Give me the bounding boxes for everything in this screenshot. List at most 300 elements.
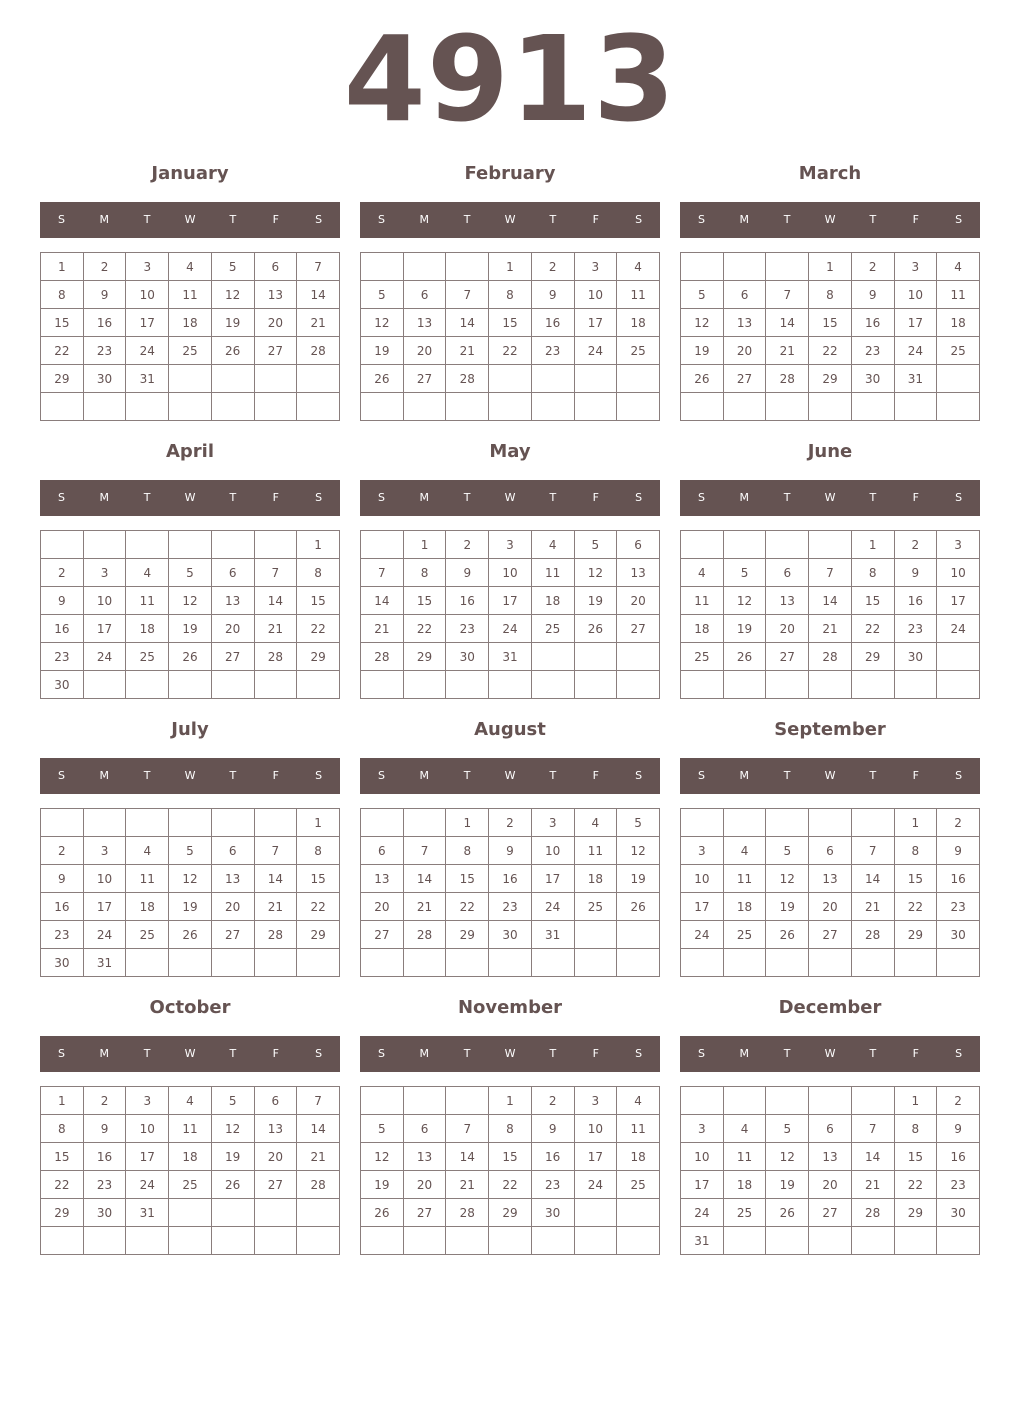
day-cell: 24 xyxy=(126,1171,169,1199)
day-cell: 25 xyxy=(681,643,724,671)
week-row xyxy=(681,559,980,587)
weekday-label: T xyxy=(783,491,791,504)
day-cell: 26 xyxy=(574,615,617,643)
day-cell xyxy=(937,643,980,671)
day-cell: 8 xyxy=(297,559,340,587)
day-cell xyxy=(617,393,660,421)
week-row xyxy=(681,531,980,559)
day-cell: 6 xyxy=(617,531,660,559)
day-cell: 8 xyxy=(446,837,489,865)
day-cell: 22 xyxy=(297,893,340,921)
day-cell xyxy=(766,1227,809,1255)
day-cell xyxy=(297,365,340,393)
week-row xyxy=(361,365,660,393)
day-cell: 22 xyxy=(297,615,340,643)
day-cell: 13 xyxy=(254,1115,297,1143)
weekday-label: T xyxy=(869,213,877,226)
day-grid xyxy=(680,808,980,977)
week-row xyxy=(361,865,660,893)
day-cell xyxy=(937,1227,980,1255)
day-cell: 30 xyxy=(83,1199,126,1227)
weekday-label: T xyxy=(229,213,237,226)
week-row xyxy=(361,337,660,365)
day-cell: 2 xyxy=(41,559,84,587)
week-row xyxy=(361,1087,660,1115)
day-cell: 5 xyxy=(169,837,212,865)
day-cell: 18 xyxy=(126,893,169,921)
day-cell: 6 xyxy=(254,253,297,281)
day-cell: 6 xyxy=(254,1087,297,1115)
day-cell: 19 xyxy=(169,615,212,643)
day-cell: 30 xyxy=(851,365,894,393)
day-cell: 25 xyxy=(723,1199,766,1227)
weekday-label: T xyxy=(869,769,877,782)
month-name: July xyxy=(171,719,209,740)
day-cell: 23 xyxy=(851,337,894,365)
weekday-label: F xyxy=(592,491,599,504)
month-name: February xyxy=(464,163,556,184)
day-cell xyxy=(617,949,660,977)
weekday-label: T xyxy=(143,213,151,226)
weekday-header xyxy=(40,1036,340,1072)
day-cell xyxy=(297,1199,340,1227)
day-cell xyxy=(254,1227,297,1255)
day-cell: 13 xyxy=(809,1143,852,1171)
day-cell: 28 xyxy=(446,365,489,393)
day-cell: 7 xyxy=(809,559,852,587)
day-cell: 1 xyxy=(851,531,894,559)
day-cell: 4 xyxy=(723,1115,766,1143)
weekday-label: M xyxy=(419,1047,430,1060)
day-cell xyxy=(809,949,852,977)
week-row xyxy=(41,1087,340,1115)
day-cell: 14 xyxy=(254,587,297,615)
day-cell: 27 xyxy=(617,615,660,643)
day-cell: 13 xyxy=(723,309,766,337)
day-cell: 4 xyxy=(126,559,169,587)
day-cell: 15 xyxy=(489,309,532,337)
day-cell: 25 xyxy=(617,1171,660,1199)
weekday-label: S xyxy=(955,1047,963,1060)
weekday-label: T xyxy=(549,213,557,226)
day-cell: 21 xyxy=(851,893,894,921)
day-cell: 6 xyxy=(723,281,766,309)
day-cell: 21 xyxy=(254,615,297,643)
day-cell: 3 xyxy=(894,253,937,281)
day-cell: 10 xyxy=(126,1115,169,1143)
day-cell xyxy=(531,365,574,393)
day-cell xyxy=(617,1199,660,1227)
day-cell: 18 xyxy=(723,893,766,921)
day-cell xyxy=(681,393,724,421)
day-cell: 7 xyxy=(297,253,340,281)
day-cell: 25 xyxy=(169,1171,212,1199)
day-cell: 31 xyxy=(126,365,169,393)
day-cell: 8 xyxy=(894,1115,937,1143)
weekday-label: S xyxy=(635,769,643,782)
day-cell: 25 xyxy=(574,893,617,921)
day-cell: 11 xyxy=(574,837,617,865)
weekday-label: S xyxy=(377,1047,385,1060)
month-name: October xyxy=(149,997,231,1018)
weekday-label: T xyxy=(229,769,237,782)
day-cell: 17 xyxy=(126,1143,169,1171)
weekday-label: M xyxy=(419,213,430,226)
day-cell: 28 xyxy=(403,921,446,949)
day-cell: 4 xyxy=(169,253,212,281)
day-cell: 28 xyxy=(851,921,894,949)
day-cell: 19 xyxy=(211,309,254,337)
weekday-header xyxy=(40,758,340,794)
day-cell: 13 xyxy=(403,1143,446,1171)
day-cell xyxy=(809,531,852,559)
month-name: May xyxy=(489,441,531,462)
day-cell: 20 xyxy=(766,615,809,643)
weekday-header xyxy=(680,758,980,794)
day-cell xyxy=(403,393,446,421)
weekday-label: S xyxy=(315,213,323,226)
day-cell: 13 xyxy=(211,865,254,893)
week-row xyxy=(681,393,980,421)
day-cell: 27 xyxy=(254,337,297,365)
month-name: March xyxy=(798,163,862,184)
day-cell: 4 xyxy=(169,1087,212,1115)
day-cell: 30 xyxy=(83,365,126,393)
day-cell: 29 xyxy=(41,365,84,393)
day-cell: 21 xyxy=(254,893,297,921)
day-cell: 20 xyxy=(403,337,446,365)
day-cell: 16 xyxy=(531,1143,574,1171)
week-row xyxy=(681,253,980,281)
day-cell: 12 xyxy=(211,281,254,309)
day-cell xyxy=(361,1227,404,1255)
day-cell: 29 xyxy=(894,1199,937,1227)
day-cell xyxy=(574,365,617,393)
day-cell: 10 xyxy=(83,865,126,893)
day-cell xyxy=(574,949,617,977)
day-cell: 9 xyxy=(41,865,84,893)
day-cell: 8 xyxy=(894,837,937,865)
day-cell: 17 xyxy=(681,893,724,921)
week-row xyxy=(681,1171,980,1199)
day-cell: 30 xyxy=(531,1199,574,1227)
day-cell: 1 xyxy=(809,253,852,281)
day-cell: 24 xyxy=(126,337,169,365)
day-cell: 7 xyxy=(446,1115,489,1143)
day-cell: 21 xyxy=(361,615,404,643)
day-cell: 18 xyxy=(617,1143,660,1171)
day-cell: 21 xyxy=(809,615,852,643)
day-cell xyxy=(446,1227,489,1255)
day-cell: 29 xyxy=(446,921,489,949)
day-cell: 19 xyxy=(361,337,404,365)
day-cell xyxy=(211,949,254,977)
week-row xyxy=(41,365,340,393)
week-row xyxy=(361,253,660,281)
day-cell: 10 xyxy=(894,281,937,309)
day-cell: 9 xyxy=(851,281,894,309)
day-cell: 28 xyxy=(766,365,809,393)
day-cell: 2 xyxy=(83,253,126,281)
day-cell: 27 xyxy=(809,921,852,949)
day-cell: 19 xyxy=(169,893,212,921)
day-cell: 2 xyxy=(937,809,980,837)
day-grid xyxy=(680,1086,980,1255)
weekday-label: W xyxy=(504,213,516,226)
day-cell: 24 xyxy=(83,643,126,671)
day-cell: 25 xyxy=(126,643,169,671)
day-cell: 23 xyxy=(83,337,126,365)
week-row xyxy=(361,1227,660,1255)
weekday-label: T xyxy=(869,491,877,504)
day-cell xyxy=(169,1227,212,1255)
day-grid xyxy=(40,530,340,699)
weekday-label: T xyxy=(783,769,791,782)
day-cell xyxy=(489,1227,532,1255)
weekday-label: M xyxy=(99,1047,110,1060)
day-cell xyxy=(894,1227,937,1255)
weekday-label: T xyxy=(143,769,151,782)
day-cell: 10 xyxy=(126,281,169,309)
week-row xyxy=(361,1171,660,1199)
day-cell xyxy=(681,809,724,837)
day-cell xyxy=(723,949,766,977)
week-row xyxy=(361,837,660,865)
day-cell: 12 xyxy=(169,865,212,893)
weekday-header xyxy=(360,480,660,516)
day-cell: 3 xyxy=(126,253,169,281)
day-cell xyxy=(403,671,446,699)
weekday-label: F xyxy=(912,213,919,226)
day-cell: 3 xyxy=(126,1087,169,1115)
day-cell: 3 xyxy=(83,837,126,865)
day-cell xyxy=(211,1227,254,1255)
weekday-label: M xyxy=(419,491,430,504)
weekday-label: F xyxy=(592,769,599,782)
day-cell: 1 xyxy=(489,1087,532,1115)
day-cell: 1 xyxy=(489,253,532,281)
day-cell: 1 xyxy=(41,253,84,281)
day-cell: 7 xyxy=(361,559,404,587)
day-cell: 28 xyxy=(254,921,297,949)
weekday-label: W xyxy=(824,769,836,782)
day-cell xyxy=(361,253,404,281)
day-cell xyxy=(531,671,574,699)
day-cell xyxy=(403,1087,446,1115)
day-cell xyxy=(809,393,852,421)
day-cell: 15 xyxy=(41,309,84,337)
day-cell: 22 xyxy=(851,615,894,643)
day-cell xyxy=(766,253,809,281)
day-cell: 19 xyxy=(574,587,617,615)
day-cell: 29 xyxy=(809,365,852,393)
weekday-label: S xyxy=(635,213,643,226)
day-cell xyxy=(574,643,617,671)
weekday-label: S xyxy=(57,1047,65,1060)
week-row xyxy=(681,1227,980,1255)
day-cell: 14 xyxy=(297,1115,340,1143)
day-cell: 23 xyxy=(937,893,980,921)
week-row xyxy=(681,1115,980,1143)
day-cell: 25 xyxy=(723,921,766,949)
day-cell: 9 xyxy=(83,1115,126,1143)
day-cell: 3 xyxy=(489,531,532,559)
day-cell: 1 xyxy=(894,1087,937,1115)
day-cell: 3 xyxy=(83,559,126,587)
day-cell: 20 xyxy=(723,337,766,365)
weekday-label: T xyxy=(869,1047,877,1060)
day-cell: 11 xyxy=(169,281,212,309)
day-cell xyxy=(41,1227,84,1255)
week-row xyxy=(361,281,660,309)
day-cell: 12 xyxy=(766,865,809,893)
week-row xyxy=(361,393,660,421)
day-cell: 21 xyxy=(297,309,340,337)
week-row xyxy=(681,921,980,949)
day-cell: 28 xyxy=(297,337,340,365)
week-row xyxy=(681,893,980,921)
day-cell xyxy=(766,949,809,977)
day-cell xyxy=(126,671,169,699)
day-cell xyxy=(531,1227,574,1255)
weekday-label: F xyxy=(272,213,279,226)
day-cell: 29 xyxy=(403,643,446,671)
day-cell: 5 xyxy=(681,281,724,309)
day-cell: 27 xyxy=(254,1171,297,1199)
weekday-label: F xyxy=(272,1047,279,1060)
day-cell: 29 xyxy=(894,921,937,949)
day-cell: 22 xyxy=(403,615,446,643)
day-cell: 18 xyxy=(681,615,724,643)
day-cell xyxy=(403,253,446,281)
day-cell: 20 xyxy=(809,893,852,921)
day-cell xyxy=(851,949,894,977)
day-cell: 15 xyxy=(403,587,446,615)
day-cell: 19 xyxy=(211,1143,254,1171)
weekday-label: T xyxy=(143,1047,151,1060)
week-row xyxy=(681,365,980,393)
day-grid xyxy=(680,530,980,699)
day-cell xyxy=(361,531,404,559)
week-row xyxy=(41,671,340,699)
weekday-header xyxy=(360,1036,660,1072)
week-row xyxy=(361,921,660,949)
day-cell: 11 xyxy=(723,865,766,893)
day-cell xyxy=(403,949,446,977)
day-cell xyxy=(894,671,937,699)
weekday-label: S xyxy=(377,769,385,782)
month-name: June xyxy=(807,441,853,462)
day-cell: 12 xyxy=(766,1143,809,1171)
day-cell xyxy=(766,393,809,421)
day-cell: 14 xyxy=(446,1143,489,1171)
month-name: November xyxy=(457,997,563,1018)
day-cell xyxy=(937,365,980,393)
day-cell xyxy=(446,1087,489,1115)
day-cell: 19 xyxy=(361,1171,404,1199)
weekday-label: T xyxy=(463,491,471,504)
day-cell: 9 xyxy=(83,281,126,309)
day-cell xyxy=(531,393,574,421)
weekday-label: S xyxy=(697,1047,705,1060)
day-cell: 2 xyxy=(489,809,532,837)
day-cell xyxy=(83,671,126,699)
day-cell xyxy=(894,393,937,421)
day-cell: 17 xyxy=(574,1143,617,1171)
week-row xyxy=(681,1143,980,1171)
weekday-label: T xyxy=(549,491,557,504)
week-row xyxy=(361,643,660,671)
day-cell: 10 xyxy=(574,281,617,309)
week-row xyxy=(681,615,980,643)
day-cell: 7 xyxy=(254,837,297,865)
day-cell: 22 xyxy=(489,337,532,365)
day-cell: 15 xyxy=(446,865,489,893)
day-cell: 28 xyxy=(254,643,297,671)
day-cell: 24 xyxy=(83,921,126,949)
weekday-label: S xyxy=(955,213,963,226)
day-cell: 1 xyxy=(403,531,446,559)
day-cell: 6 xyxy=(809,1115,852,1143)
day-cell: 18 xyxy=(617,309,660,337)
day-cell: 7 xyxy=(403,837,446,865)
week-row xyxy=(41,615,340,643)
day-cell: 16 xyxy=(41,893,84,921)
day-cell: 20 xyxy=(211,893,254,921)
day-cell xyxy=(41,809,84,837)
day-cell xyxy=(169,671,212,699)
week-row xyxy=(681,671,980,699)
weekday-label: T xyxy=(229,1047,237,1060)
day-cell: 28 xyxy=(297,1171,340,1199)
day-cell: 20 xyxy=(254,309,297,337)
day-cell: 3 xyxy=(574,1087,617,1115)
day-cell: 4 xyxy=(937,253,980,281)
day-cell: 4 xyxy=(617,1087,660,1115)
day-cell xyxy=(254,949,297,977)
week-row xyxy=(361,671,660,699)
day-cell: 6 xyxy=(211,559,254,587)
day-cell: 31 xyxy=(489,643,532,671)
day-cell xyxy=(937,671,980,699)
week-row xyxy=(361,531,660,559)
day-cell: 3 xyxy=(681,1115,724,1143)
weekday-header xyxy=(680,480,980,516)
day-cell xyxy=(169,531,212,559)
day-cell: 28 xyxy=(851,1199,894,1227)
day-cell: 29 xyxy=(297,643,340,671)
day-cell: 22 xyxy=(489,1171,532,1199)
weekday-label: T xyxy=(463,769,471,782)
day-cell xyxy=(211,809,254,837)
day-grid xyxy=(40,252,340,421)
week-row xyxy=(41,309,340,337)
week-row xyxy=(361,809,660,837)
day-cell: 17 xyxy=(83,893,126,921)
weekday-label: F xyxy=(912,1047,919,1060)
day-cell: 26 xyxy=(766,1199,809,1227)
day-cell xyxy=(361,393,404,421)
weekday-label: F xyxy=(592,1047,599,1060)
day-cell: 30 xyxy=(937,1199,980,1227)
weekday-header xyxy=(680,202,980,238)
week-row xyxy=(681,281,980,309)
day-cell: 18 xyxy=(169,309,212,337)
day-cell: 2 xyxy=(41,837,84,865)
day-cell xyxy=(403,809,446,837)
day-cell: 13 xyxy=(809,865,852,893)
day-cell: 30 xyxy=(41,671,84,699)
